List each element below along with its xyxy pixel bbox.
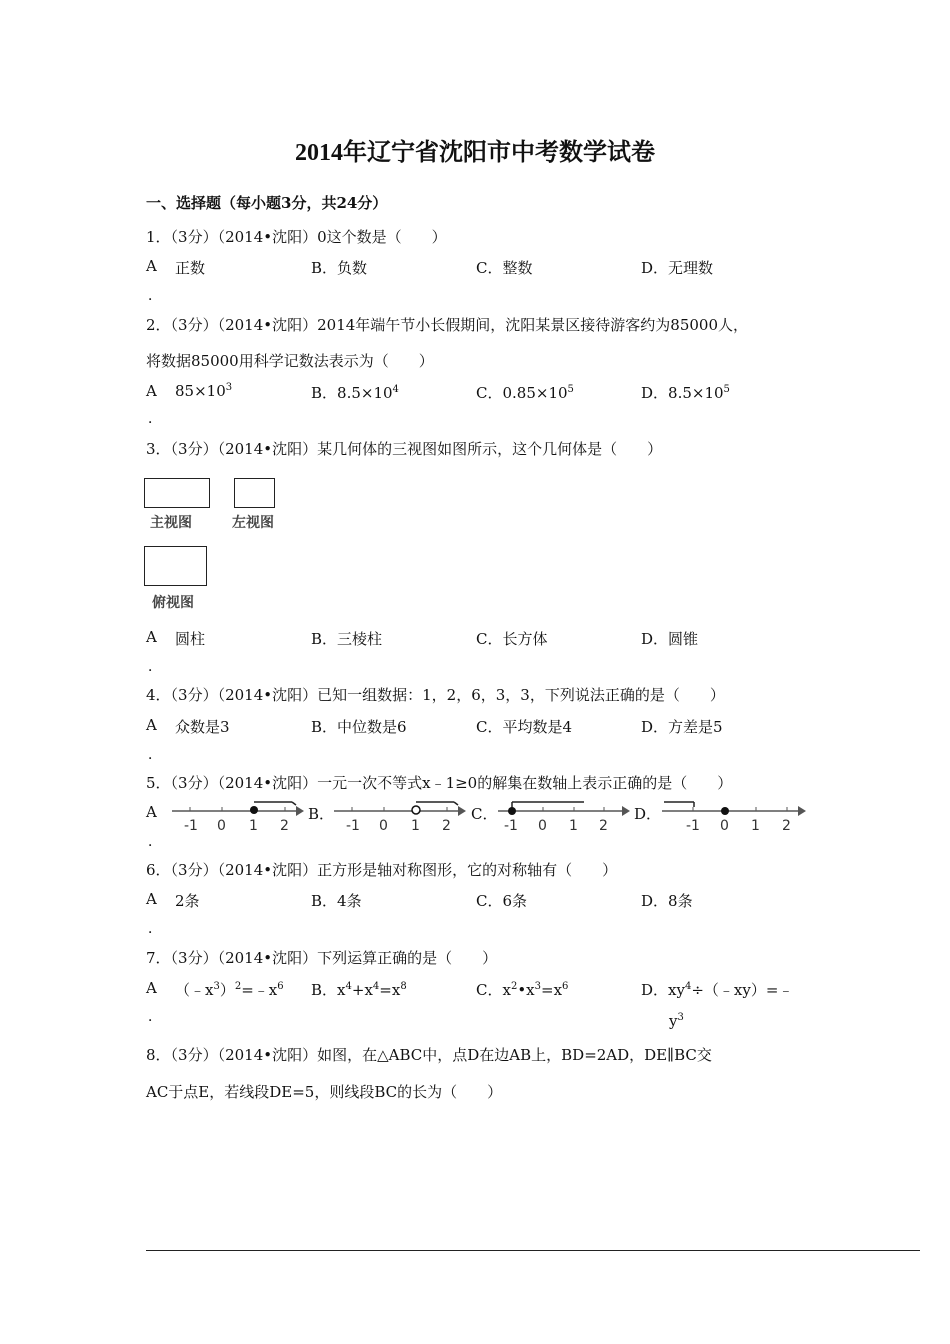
option-dot: ． [148,288,162,304]
tick-label: -1 [346,818,360,834]
option-dot: ． [148,411,162,427]
tick-label: 1 [569,818,578,834]
q4-option-d: D．方差是5 [641,718,723,736]
q7-option-b: B．$x^4+x^4=x^8$ [311,981,407,999]
option-dot: ． [148,659,162,675]
q1-option-c: C．整数 [476,259,533,277]
tick-label: 2 [599,818,608,834]
question-6-stem: 6．（3分）（2014•沈阳）正方形是轴对称图形，它的对称轴有（ ） [146,861,618,879]
q7-option-d: D．$xy^4\div(﹣xy)=﹣$ [641,981,794,999]
q5-option-a-letter: A [146,803,157,821]
page-title: 2014年辽宁省沈阳市中考数学试卷 [295,140,655,166]
q7-option-a-letter: A [146,979,157,997]
left-view-label: 左视图 [232,515,274,531]
q2-option-b: B．$8.5\times 10^4$ [311,384,399,402]
top-view-label: 俯视图 [152,595,194,611]
question-8-stem-line2: AC于点E，若线段DE=5，则线段BC的长为（ ） [146,1083,503,1101]
q5-number-line-c [496,800,631,834]
q6-option-a: 2条 [175,892,200,910]
q1-option-b: B．负数 [311,259,368,277]
tick-label: 2 [442,818,451,834]
q4-option-a-letter: A [146,716,157,734]
q5-number-line-b [332,800,467,834]
tick-label: 2 [280,818,289,834]
question-2-stem-line2: 将数据85000用科学记数法表示为（ ） [146,352,434,370]
q6-option-b: B．4条 [311,892,362,910]
q4-option-c: C．平均数是4 [476,718,573,736]
option-dot: ． [148,834,162,850]
question-7-stem: 7．（3分）（2014•沈阳）下列运算正确的是（ ） [146,949,498,967]
top-view-rectangle [144,546,207,586]
q7-option-d-continued: $y^3$ [669,1012,684,1030]
q5-option-c-letter: C． [471,805,498,823]
tick-label: -1 [686,818,700,834]
question-1-stem: 1．（3分）（2014•沈阳）0这个数是（ ） [146,228,447,246]
q3-option-d: D．圆锥 [641,630,699,648]
q4-option-a: 众数是3 [175,718,230,736]
q1-option-a: 正数 [175,259,206,277]
left-view-rectangle [234,478,275,508]
option-dot: ． [148,1009,162,1025]
question-4-stem: 4．（3分）（2014•沈阳）已知一组数据：1，2，6，3，3，下列说法正确的是（ ） [146,686,725,704]
q2-option-a: $85\times 10^3$ [175,382,233,400]
q6-option-d: D．8条 [641,892,693,910]
q5-number-line-d [660,800,810,834]
section-heading: 一、选择题（每小题3分，共24分） [146,194,388,212]
tick-label: 1 [411,818,420,834]
q1-option-a-letter: A [146,257,157,275]
q1-option-d: D．无理数 [641,259,714,277]
q5-option-d-letter: D． [634,805,662,823]
tick-label: 0 [217,818,226,834]
q2-option-d: D．$8.5\times 10^5$ [641,384,730,402]
option-dot: ． [148,921,162,937]
q3-option-a: 圆柱 [175,630,206,648]
q5-number-line-a [170,800,305,834]
q3-option-a-letter: A [146,628,157,646]
tick-label: 2 [782,818,791,834]
tick-label: -1 [184,818,198,834]
tick-label: 0 [720,818,729,834]
option-dot: ． [148,747,162,763]
tick-label: 1 [751,818,760,834]
q3-option-b: B．三棱柱 [311,630,383,648]
q7-option-c: C．$x^2•x^3=x^6$ [476,981,569,999]
q2-option-a-letter: A [146,382,157,400]
q6-option-c: C．6条 [476,892,528,910]
tick-label: -1 [504,818,518,834]
tick-label: 0 [379,818,388,834]
question-5-stem: 5．（3分）（2014•沈阳）一元一次不等式x﹣1≥0的解集在数轴上表示正确的是（ ） [146,774,733,792]
front-view-label: 主视图 [150,515,192,531]
q4-option-b: B．中位数是6 [311,718,407,736]
tick-label: 1 [249,818,258,834]
q3-option-c: C．长方体 [476,630,548,648]
question-3-stem: 3．（3分）（2014•沈阳）某几何体的三视图如图所示，这个几何体是（ ） [146,440,663,458]
q2-option-c: C．$0.85\times 10^5$ [476,384,574,402]
footer-divider [146,1250,920,1251]
q7-option-a: $(﹣x^3)^2=﹣x^6$ [175,981,284,999]
q6-option-a-letter: A [146,890,157,908]
question-2-stem-line1: 2．（3分）（2014•沈阳）2014年端午节小长假期间，沈阳某景区接待游客约为85000人， [146,316,749,334]
question-8-stem-line1: 8．（3分）（2014•沈阳）如图，在△ABC中，点D在边AB上，BD=2AD，DE∥BC交 [146,1046,712,1064]
q5-option-b-letter: B． [308,805,335,823]
front-view-rectangle [144,478,210,508]
tick-label: 0 [538,818,547,834]
